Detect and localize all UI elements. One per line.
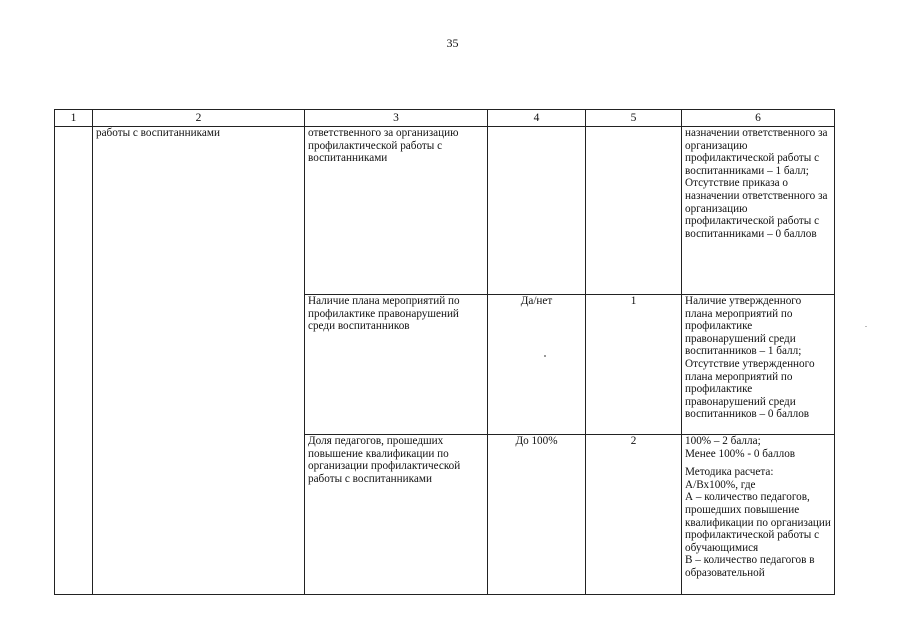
cell-paragraph: Наличие утвержденного плана мероприятий по профилактике правонарушений среди воспитанников – 1 балл;: [685, 295, 802, 358]
table-cell: Наличие плана мероприятий по профилактике правонарушений среди воспитанников: [305, 295, 488, 435]
table-cell: Доля педагогов, прошедших повышение квалификации по организации профилактической работы с воспитанниками: [305, 435, 488, 595]
criteria-table: [54, 109, 835, 595]
table-cell: Да/нет: [488, 295, 586, 435]
header-cell: 3: [305, 110, 488, 127]
table-row: [55, 127, 835, 295]
table-cell: [55, 127, 93, 595]
cell-paragraph: 100% – 2 балла;: [685, 435, 761, 447]
cell-paragraph: А/Вх100%, где: [685, 478, 756, 491]
cell-paragraph: В – количество педагогов в образовательной: [685, 554, 815, 579]
table-header-row: [55, 110, 835, 127]
header-cell: 1: [55, 110, 93, 127]
header-cell: 5: [586, 110, 682, 127]
cell-paragraph: Отсутствие утвержденного плана мероприятий по профилактике правонарушений среди воспитанников – 0 баллов: [685, 357, 815, 421]
table-cell: [682, 435, 835, 595]
header-cell: 4: [488, 110, 586, 127]
page-number: 35: [446, 36, 459, 50]
cell-paragraph: Методика расчета:: [685, 466, 774, 479]
table-cell: 1: [586, 295, 682, 435]
table-cell: [682, 127, 835, 295]
cell-paragraph: Менее 100% - 0 баллов: [685, 447, 796, 460]
cell-paragraph: назначении ответственного за организацию профилактической работы с воспитанниками – 1 балл;: [685, 127, 828, 177]
scan-speck: [544, 355, 546, 357]
table-cell: [586, 127, 682, 295]
table-cell: [682, 295, 835, 435]
cell-paragraph: Отсутствие приказа о назначении ответственного за организацию профилактической работы с воспитанниками – 0 баллов: [685, 177, 828, 240]
header-cell: 2: [93, 110, 305, 127]
cell-paragraph: А – количество педагогов, прошедших повышение квалификации по организации профилактической работы с обучающимися: [685, 491, 831, 554]
header-cell: 6: [682, 110, 835, 127]
table-cell: 2: [586, 435, 682, 595]
table-cell: ответственного за организацию профилактической работы с воспитанниками: [305, 127, 488, 295]
table-cell: [488, 127, 586, 295]
table-cell: работы с воспитанниками: [93, 127, 305, 595]
scan-speck: [865, 326, 867, 327]
table-cell: До 100%: [488, 435, 586, 595]
